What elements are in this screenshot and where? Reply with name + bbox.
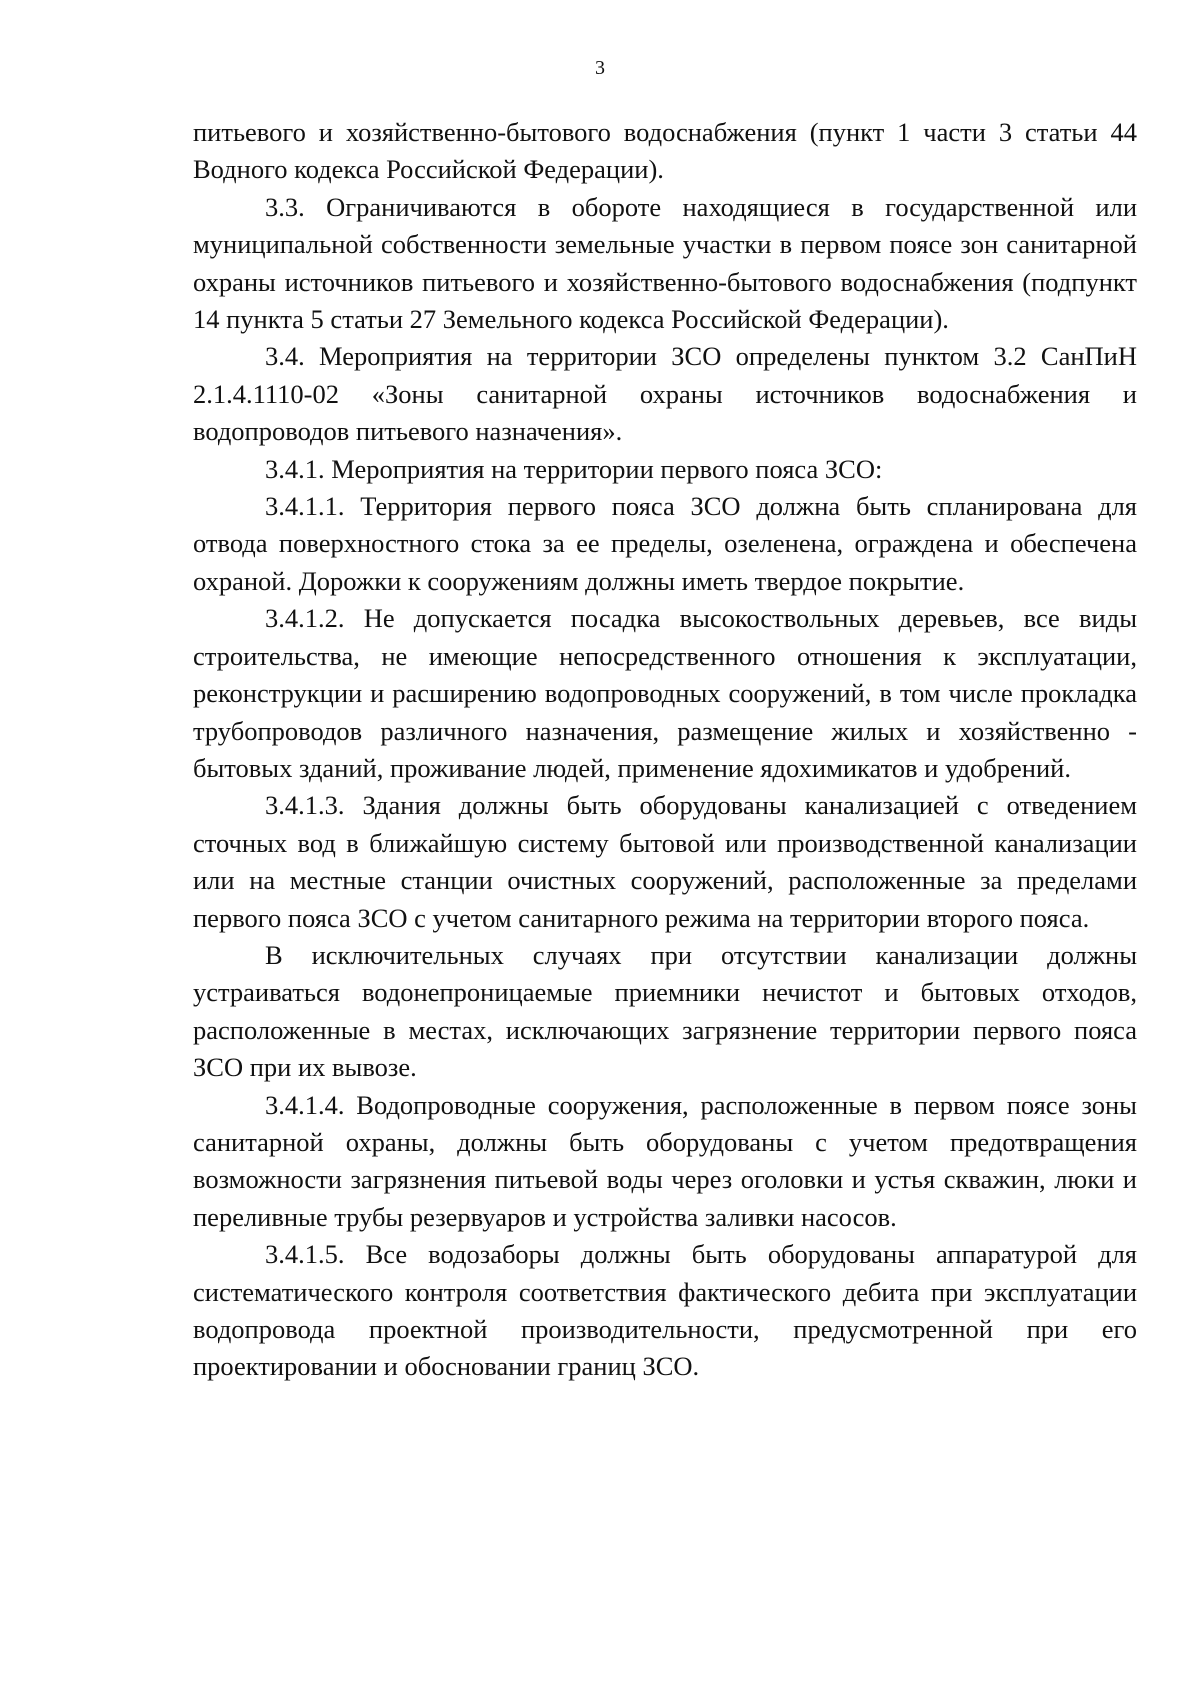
page-number: 3 (595, 57, 605, 79)
paragraph-3-4: 3.4. Мероприятия на территории ЗСО определены пунктом 3.2 СанПиН 2.1.4.1110-02 «Зоны санитарной охраны источников водоснабжения и водопроводов питьевого назначения». (193, 341, 1137, 447)
paragraph-3-4-1-4: 3.4.1.4. Водопроводные сооружения, расположенные в первом поясе зоны санитарной охраны, должны быть оборудованы с учетом предотвращения возможности загрязнения питьевой воды через оголовки и устья скважин, люки и переливные трубы резервуаров и устройства заливки насосов. (193, 1089, 1137, 1232)
document-body (193, 114, 1137, 1386)
paragraph-3-4-1-5: 3.4.1.5. Все водозаборы должны быть оборудованы аппаратурой для систематического контроля соответствия фактического дебита при эксплуатации водопровода проектной производительности, предусмотренной при его проектировании и обосновании границ ЗСО. (193, 1239, 1137, 1382)
paragraph-3-4-1-3: 3.4.1.3. Здания должны быть оборудованы канализацией с отведением сточных вод в ближайшую систему бытовой или производственной канализации или на местные станции очистных сооружений, расположенные за пределами первого пояса ЗСО с учетом санитарного режима на территории второго пояса. (193, 790, 1137, 933)
paragraph-3-4-1-1: 3.4.1.1. Территория первого пояса ЗСО должна быть спланирована для отвода поверхностного стока за ее пределы, озеленена, ограждена и обеспечена охраной. Дорожки к сооружениям должны иметь твердое покрытие. (193, 491, 1137, 596)
paragraph-3-4-1: 3.4.1. Мероприятия на территории первого пояса ЗСО: (265, 453, 883, 484)
paragraph-3-4-1-2: 3.4.1.2. Не допускается посадка высокоствольных деревьев, все виды строительства, не имеющие непосредственного отношения к эксплуатации, реконструкции и расширению водопроводных сооружений, в том числе прокладка трубопроводов различного назначения, размещение жилых и хозяйственно - бытовых зданий, проживание людей, применение ядохимикатов и удобрений. (193, 603, 1137, 783)
paragraph-3-3: 3.3. Ограничиваются в обороте находящиеся в государственной или муниципальной собственности земельные участки в первом поясе зон санитарной охраны источников питьевого и хозяйственно-бытового водоснабжения (подпункт 14 пункта 5 статьи 27 Земельного кодекса Российской Федерации). (193, 191, 1137, 335)
paragraph-continuation: питьевого и хозяйственно-бытового водоснабжения (пункт 1 части 3 статьи 44 Водного кодекса Российской Федерации). (193, 117, 1137, 185)
paragraph-exceptional-cases: В исключительных случаях при отсутствии канализации должны устраиваться водонепроницаемые приемники нечистот и бытовых отходов, расположенные в местах, исключающих загрязнение территории первого пояса ЗСО при их вывозе. (193, 939, 1137, 1083)
